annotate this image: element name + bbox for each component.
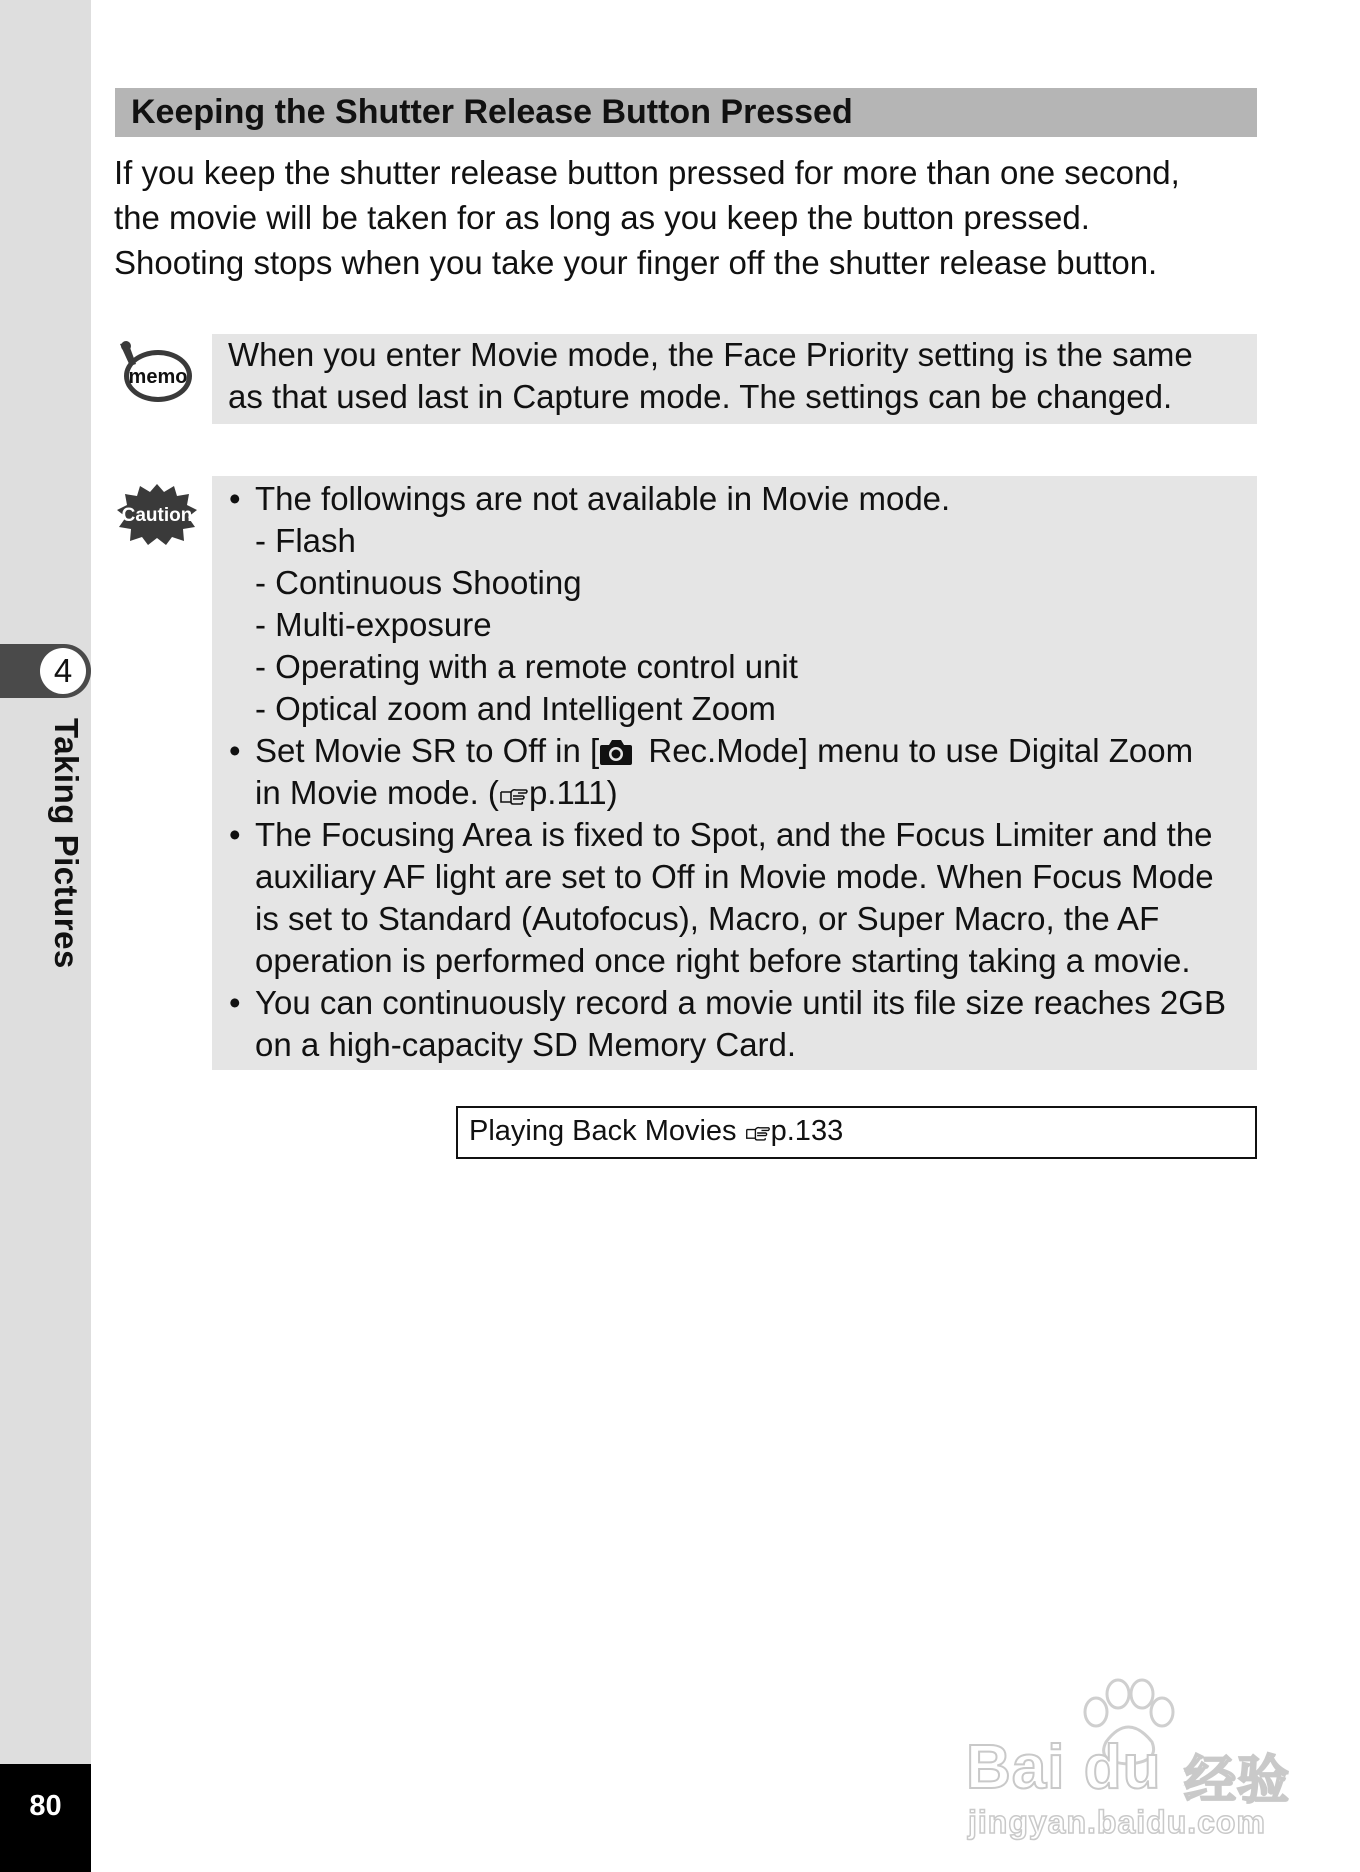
caution-item-text: in Movie mode. ( bbox=[255, 774, 499, 811]
caution-item-continued: auxiliary AF light are set to Off in Movie mode. When Focus Mode bbox=[255, 858, 1214, 895]
bullet-marker: • bbox=[229, 732, 241, 769]
memo-line: as that used last in Capture mode. The settings can be changed. bbox=[228, 378, 1173, 415]
memo-note bbox=[212, 334, 1257, 424]
caution-subitem: - Continuous Shooting bbox=[255, 564, 582, 601]
intro-line: the movie will be taken for as long as you keep the button pressed. bbox=[114, 199, 1090, 236]
reference-page[interactable]: p.133 bbox=[770, 1115, 844, 1147]
memo-icon-label: memo bbox=[128, 366, 188, 388]
bullet-marker: • bbox=[229, 480, 241, 517]
bullet-marker: • bbox=[229, 984, 241, 1021]
caution-subitem: - Multi-exposure bbox=[255, 606, 492, 643]
page-number: 80 bbox=[0, 1764, 91, 1872]
caution-icon-label: Caution bbox=[121, 505, 193, 526]
watermark-brand: Bai du bbox=[966, 1733, 1162, 1802]
intro-paragraph bbox=[114, 150, 1274, 285]
intro-line: If you keep the shutter release button pressed for more than one second, bbox=[114, 154, 1180, 191]
pointing-hand-icon bbox=[499, 786, 529, 806]
pointing-hand-icon bbox=[745, 1124, 771, 1142]
watermark-brand-cn: 经验 bbox=[1184, 1752, 1291, 1810]
caution-item-continued bbox=[255, 772, 618, 814]
watermark-url: jingyan.baidu.com bbox=[968, 1804, 1266, 1840]
caution-icon bbox=[116, 482, 198, 546]
memo-icon bbox=[114, 338, 194, 408]
memo-line: When you enter Movie mode, the Face Priority setting is the same bbox=[228, 336, 1193, 373]
caution-item-text: Set Movie SR to Off in [ bbox=[255, 732, 600, 769]
baidu-watermark bbox=[966, 1672, 1296, 1842]
caution-subitem: - Flash bbox=[255, 522, 356, 559]
chapter-number: 4 bbox=[40, 648, 86, 694]
bullet-marker: • bbox=[229, 816, 241, 853]
camera-icon bbox=[599, 738, 633, 766]
section-title: Keeping the Shutter Release Button Pressed bbox=[115, 88, 1257, 137]
caution-item-continued: is set to Standard (Autofocus), Macro, or Super Macro, the AF bbox=[255, 900, 1160, 937]
caution-item: The followings are not available in Movie mode. bbox=[255, 480, 951, 517]
caution-item-text: Rec.Mode] menu to use Digital Zoom bbox=[639, 732, 1194, 769]
caution-subitem: - Operating with a remote control unit bbox=[255, 648, 798, 685]
caution-item: You can continuously record a movie until its file size reaches 2GB bbox=[255, 984, 1226, 1021]
caution-subitem: - Optical zoom and Intelligent Zoom bbox=[255, 690, 776, 727]
caution-item-continued: on a high-capacity SD Memory Card. bbox=[255, 1026, 797, 1063]
caution-item: The Focusing Area is fixed to Spot, and the Focus Limiter and the bbox=[255, 816, 1213, 853]
intro-line: Shooting stops when you take your finger off the shutter release button. bbox=[114, 244, 1158, 281]
caution-note bbox=[212, 476, 1257, 1070]
caution-item bbox=[255, 730, 1193, 772]
reference-label: Playing Back Movies bbox=[469, 1115, 745, 1147]
caution-item-continued: operation is performed once right before starting taking a movie. bbox=[255, 942, 1191, 979]
reference-box[interactable] bbox=[456, 1106, 1257, 1159]
chapter-title: Taking Pictures bbox=[48, 718, 85, 969]
page-reference[interactable]: p.111) bbox=[528, 774, 618, 811]
